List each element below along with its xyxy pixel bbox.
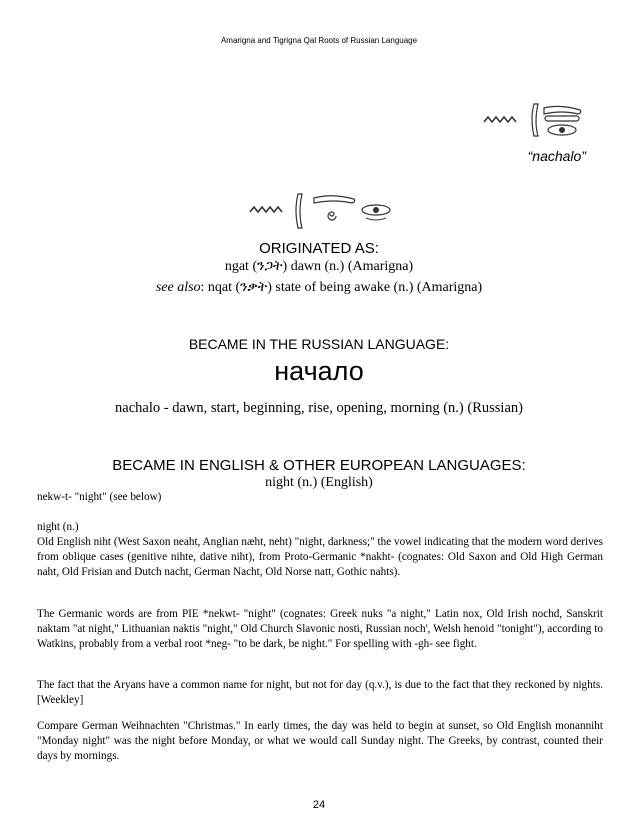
body-paragraph-4 (37, 678, 603, 708)
hieroglyph-group-center-icon (246, 188, 396, 232)
running-header: Amarigna and Tigrigna Qal Roots of Russian Language (220, 36, 418, 45)
see-also-text: : nqat (ንቃት) state of being awake (n.) (Amarigna) (200, 280, 483, 295)
paragraph-text: nekw-t- "night" (see below) (37, 491, 162, 503)
originated-heading: ORIGINATED AS: (259, 240, 379, 257)
hieroglyph-group-top-icon (482, 100, 592, 140)
russian-heading: BECAME IN THE RUSSIAN LANGUAGE: (188, 336, 450, 352)
paragraph-text: Compare German Weihnachten "Christmas." In early times, the day was held to begin at sunset, so Old English monanniht "Monday night" was the night before Monday, or what we would call Sunday night. The Greeks, by contrast, counted their days by mornings. (37, 720, 603, 762)
body-paragraph-1 (37, 490, 603, 505)
body-paragraph-5 (37, 719, 603, 764)
english-heading: BECAME IN ENGLISH & OTHER EUROPEAN LANGUAGES: (112, 457, 526, 474)
russian-word: начало (274, 356, 364, 386)
see-also-line (0, 280, 638, 296)
russian-quote: “nachalo” (527, 148, 586, 164)
page-number: 24 (312, 799, 326, 811)
see-also-label: see also (155, 280, 201, 295)
english-word: night (n.) (English) (265, 475, 373, 490)
paragraph-text: The Germanic words are from PIE *nekwt- "night" (cognates: Greek nuks "a night," Latin nox, Old Irish nochd, Sanskrit naktam "at night," Lithuanian naktis "night," Old Church Slavonic nosti, Russian noch', Welsh henoid "tonight"), according to Watkins, probably from a verbal root *neg- "to be dark, be night." For spelling with -gh- see fight. (37, 608, 603, 650)
russian-definition: nachalo - dawn, start, beginning, rise, opening, morning (n.) (Russian) (115, 400, 523, 416)
body-paragraph-3 (37, 607, 603, 652)
body-paragraph-2 (37, 520, 603, 580)
paragraph-text: The fact that the Aryans have a common name for night, but not for day (q.v.), is due to the fact that they reckoned by nights. [Weekley] (37, 679, 603, 706)
origin-line: ngat (ንጋት) dawn (n.) (Amarigna) (224, 259, 414, 274)
paragraph-text: night (n.) Old English niht (West Saxon neaht, Anglian næht, neht) "night, darkness;" the vowel indicating that the modern word derives from oblique cases (genitive nihte, dative niht), from Proto-Germanic *nakht- (cognates: Old Saxon and Old High German naht, Old Frisian and Dutch nacht, German Nacht, Old Norse natt, Gothic nahts). (37, 521, 603, 578)
